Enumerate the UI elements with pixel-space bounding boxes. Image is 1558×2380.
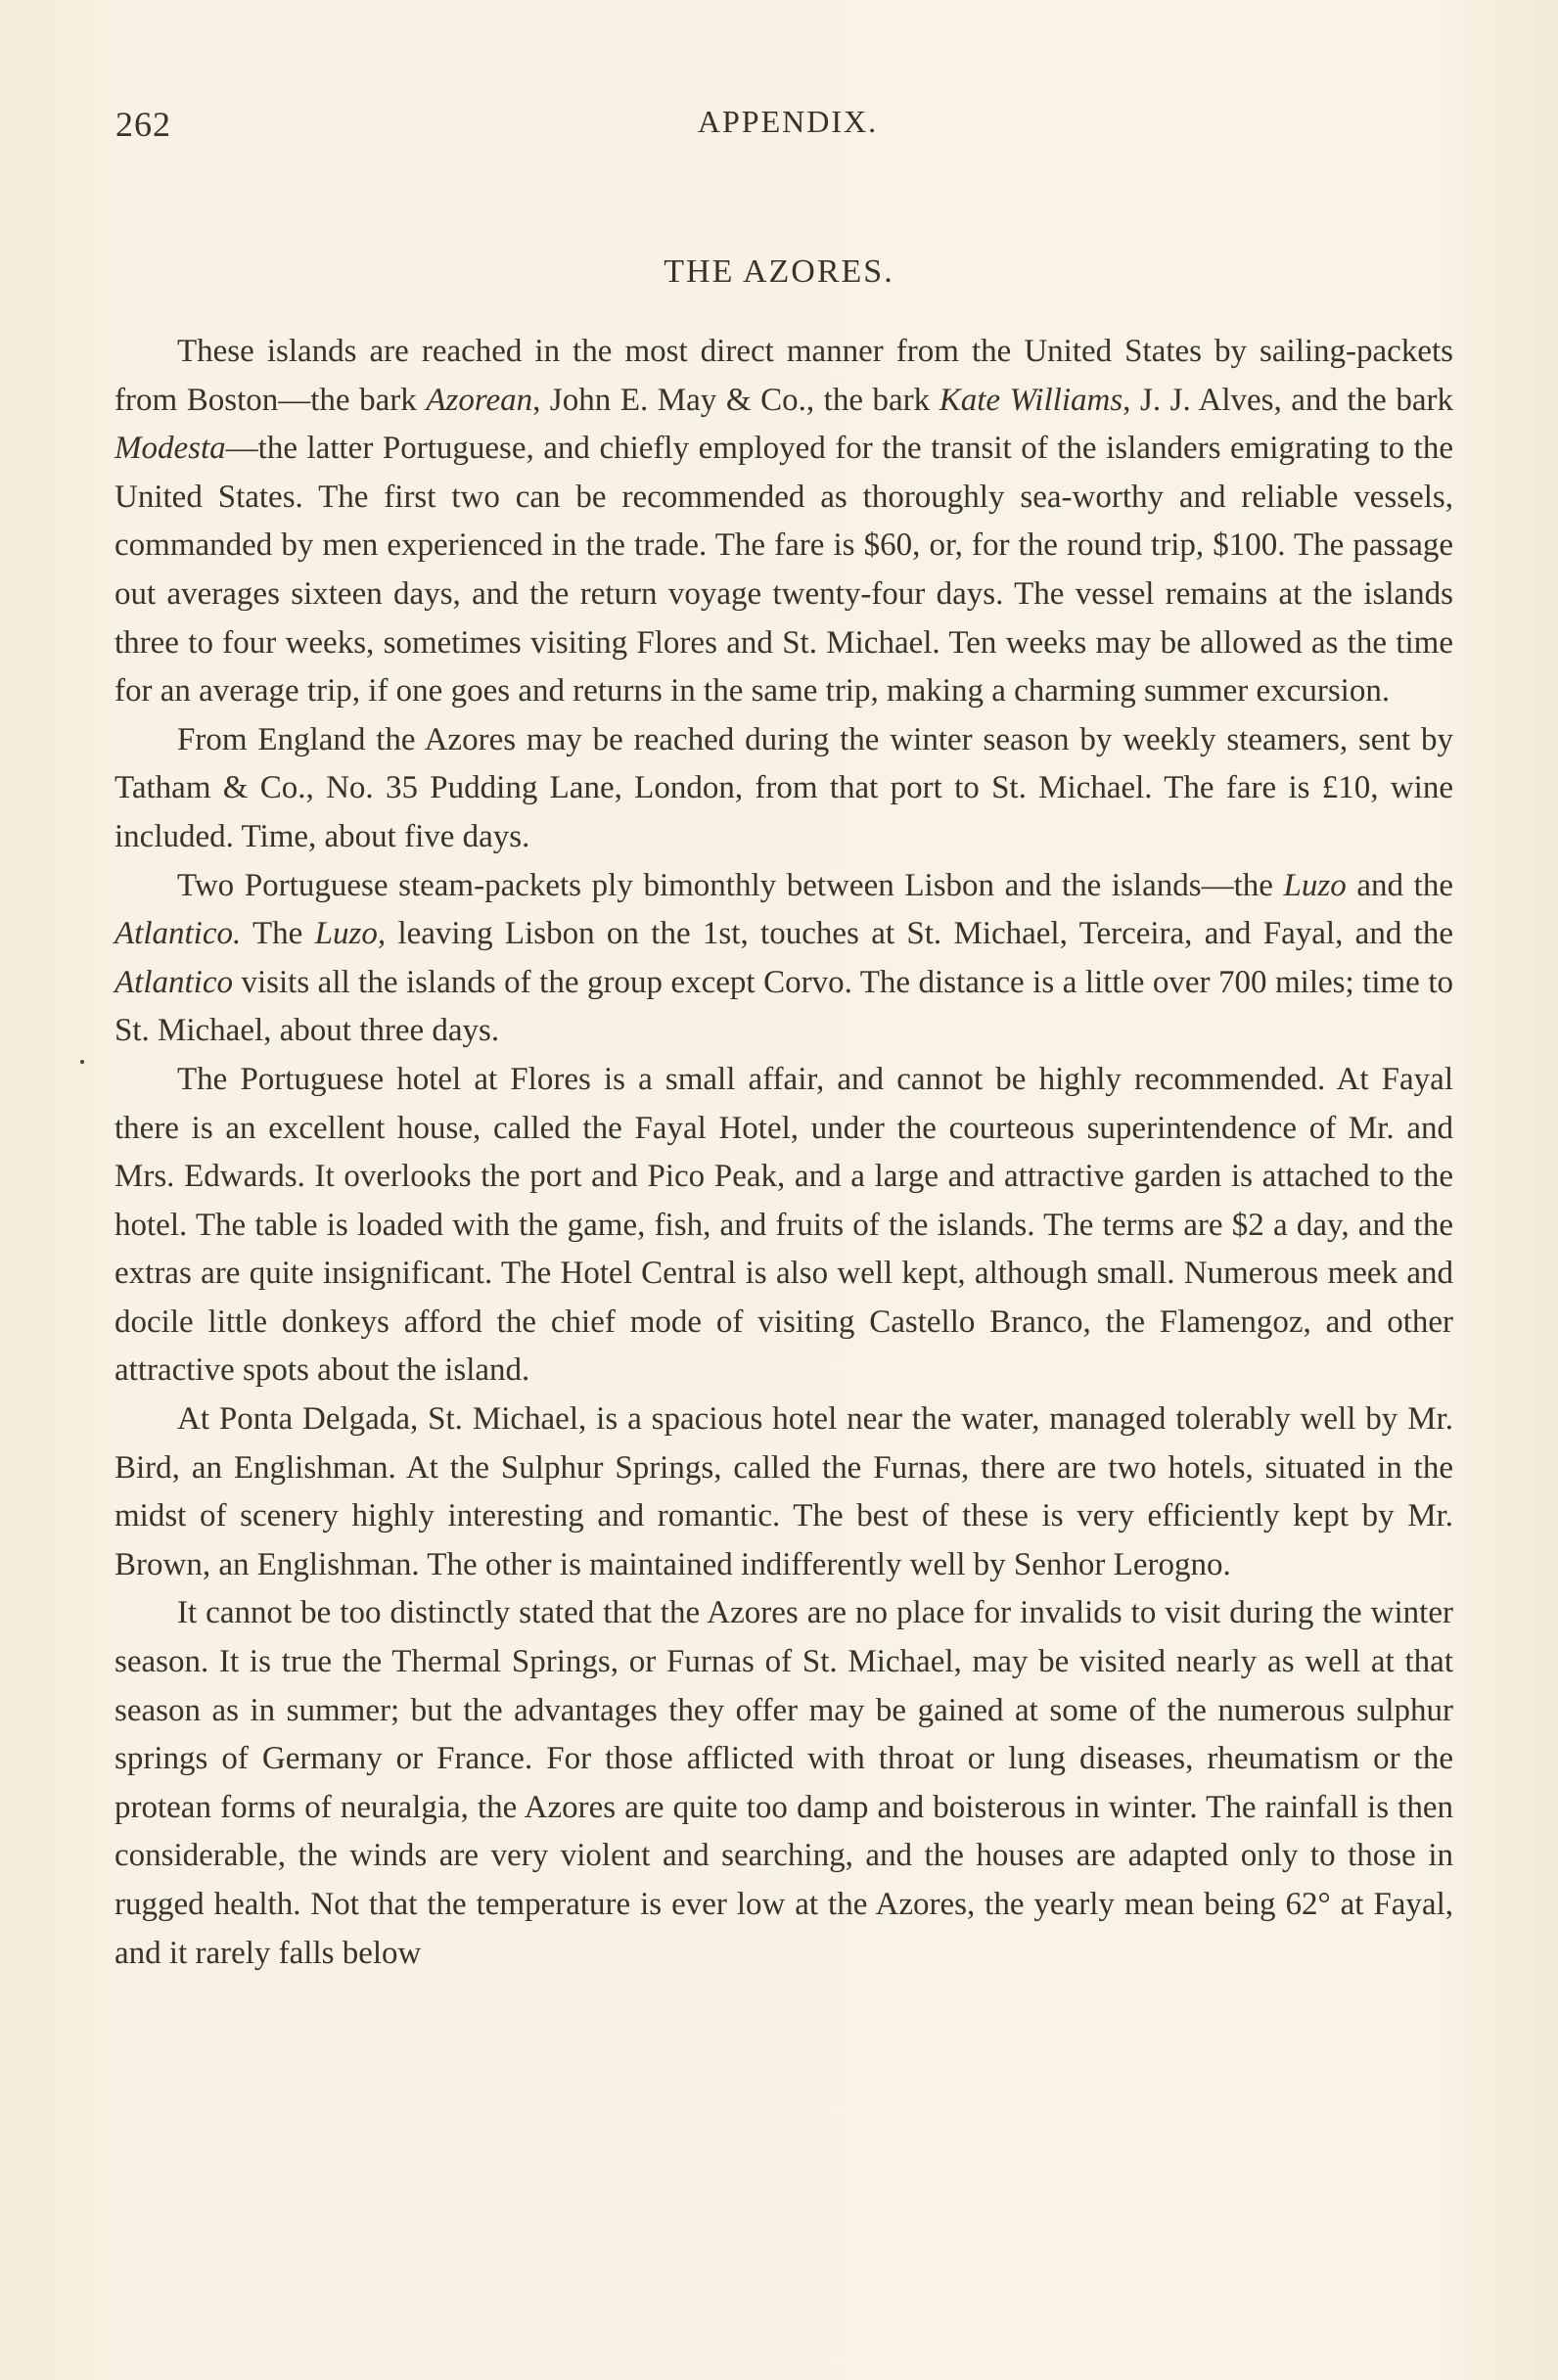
paragraph xyxy=(115,862,1453,1056)
text-run: Two Portuguese steam-packets ply bimonthly between Lisbon and the islands—the xyxy=(177,867,1284,903)
paragraph xyxy=(115,1056,1453,1396)
italic-text: Azorean xyxy=(426,382,533,418)
paragraph xyxy=(115,1396,1453,1589)
italic-text: Atlantico. xyxy=(115,916,242,952)
page-number: 262 xyxy=(115,105,171,144)
text-run: At Ponta Delgada, St. Michael, is a spacious hotel near the water, managed tolerably well by Mr. Bird, an Englishman. At the Sulphur Springs, called the Furnas, there are two hotels, situated in the midst of scenery highly interesting and romantic. The best of these is very efficiently kept by Mr. Brown, an Englishman. The other is maintained indifferently well by Senhor Lerogno. xyxy=(115,1401,1453,1582)
running-header xyxy=(115,104,1460,153)
running-title: APPENDIX. xyxy=(697,104,879,139)
paragraph xyxy=(115,328,1453,716)
text-run: From England the Azores may be reached during the winter season by weekly steamers, sent by Tatham & Co., No. 35 Pudding Lane, London, from that port to St. Michael. The fare is £10, wine included. Time, about five days. xyxy=(115,721,1453,854)
italic-text: Modesta xyxy=(115,431,226,467)
text-run: The Portuguese hotel at Flores is a small affair, and cannot be highly recommended. At Fayal there is an excellent house, called the Fayal Hotel, under the courteous superintendence of Mr. and Mrs. Edwards. It overlooks the port and Pico Peak, and a large and attractive garden is attached to the hotel. The table is loaded with the game, fish, and fruits of the islands. The terms are $2 a day, and the extras are quite insignificant. The Hotel Central is also well kept, although small. Numerous meek and docile little donkeys afford the chief mode of visiting Castello Branco, the Flamengoz, and other attractive spots about the island. xyxy=(115,1061,1453,1389)
italic-text: Atlantico xyxy=(115,964,233,1000)
paragraph xyxy=(115,716,1453,862)
section-title: THE AZORES. xyxy=(664,253,894,290)
stray-ink-mark xyxy=(80,1060,84,1064)
text-run: , John E. May & Co., the bark xyxy=(532,382,939,418)
paragraph xyxy=(115,1589,1453,1978)
text-run: It cannot be too distinctly stated that the Azores are no place for invalids to visit during the winter season. It is true the Thermal Springs, or Furnas of St. Michael, may be visited nearly as well at that season as in summer; but the advantages they offer may be gained at some of the numerous sulphur springs of Germany or France. For those afflicted with throat or lung diseases, rheumatism or the protean forms of neuralgia, the Azores are quite too damp and boisterous in winter. The rainfall is then considerable, the winds are very violent and searching, and the houses are adapted only to those in rugged health. Not that the temperature is ever low at the Azores, the yearly mean being 62° at Fayal, and it rarely falls below xyxy=(115,1595,1453,1971)
italic-text: Luzo xyxy=(1283,867,1347,903)
text-run: visits all the islands of the group except Corvo. The distance is a little over 700 miles; time to St. Michael, about three days. xyxy=(115,964,1453,1049)
text-run: The xyxy=(241,916,315,952)
text-run: These islands are reached in the most direct manner from the United States by sailing-packets from Boston—the bark xyxy=(115,334,1453,418)
text-run: —the latter Portuguese, and chiefly employed for the transit of the islanders emigrating to the United States. The first two can be recommended as thoroughly sea-worthy and reliable vessels, commanded by men experienced in the trade. The fare is $60, or, for the round trip, $100. The passage out averages sixteen days, and the return voyage twenty-four days. The vessel remains at the islands three to four weeks, sometimes visiting Flores and St. Michael. Ten weeks may be allowed as the time for an average trip, if one goes and returns in the same trip, making a charming summer excursion. xyxy=(115,431,1453,709)
italic-text: Kate Williams xyxy=(939,382,1123,418)
text-run: leaving Lisbon on the 1st, touches at St. Michael, Terceira, and Fayal, and the xyxy=(386,916,1453,952)
italic-text: Luzo, xyxy=(314,916,387,952)
text-run: and the xyxy=(1346,867,1453,903)
text-run: , J. J. Alves, and the bark xyxy=(1123,382,1454,418)
body-text xyxy=(115,328,1453,1978)
